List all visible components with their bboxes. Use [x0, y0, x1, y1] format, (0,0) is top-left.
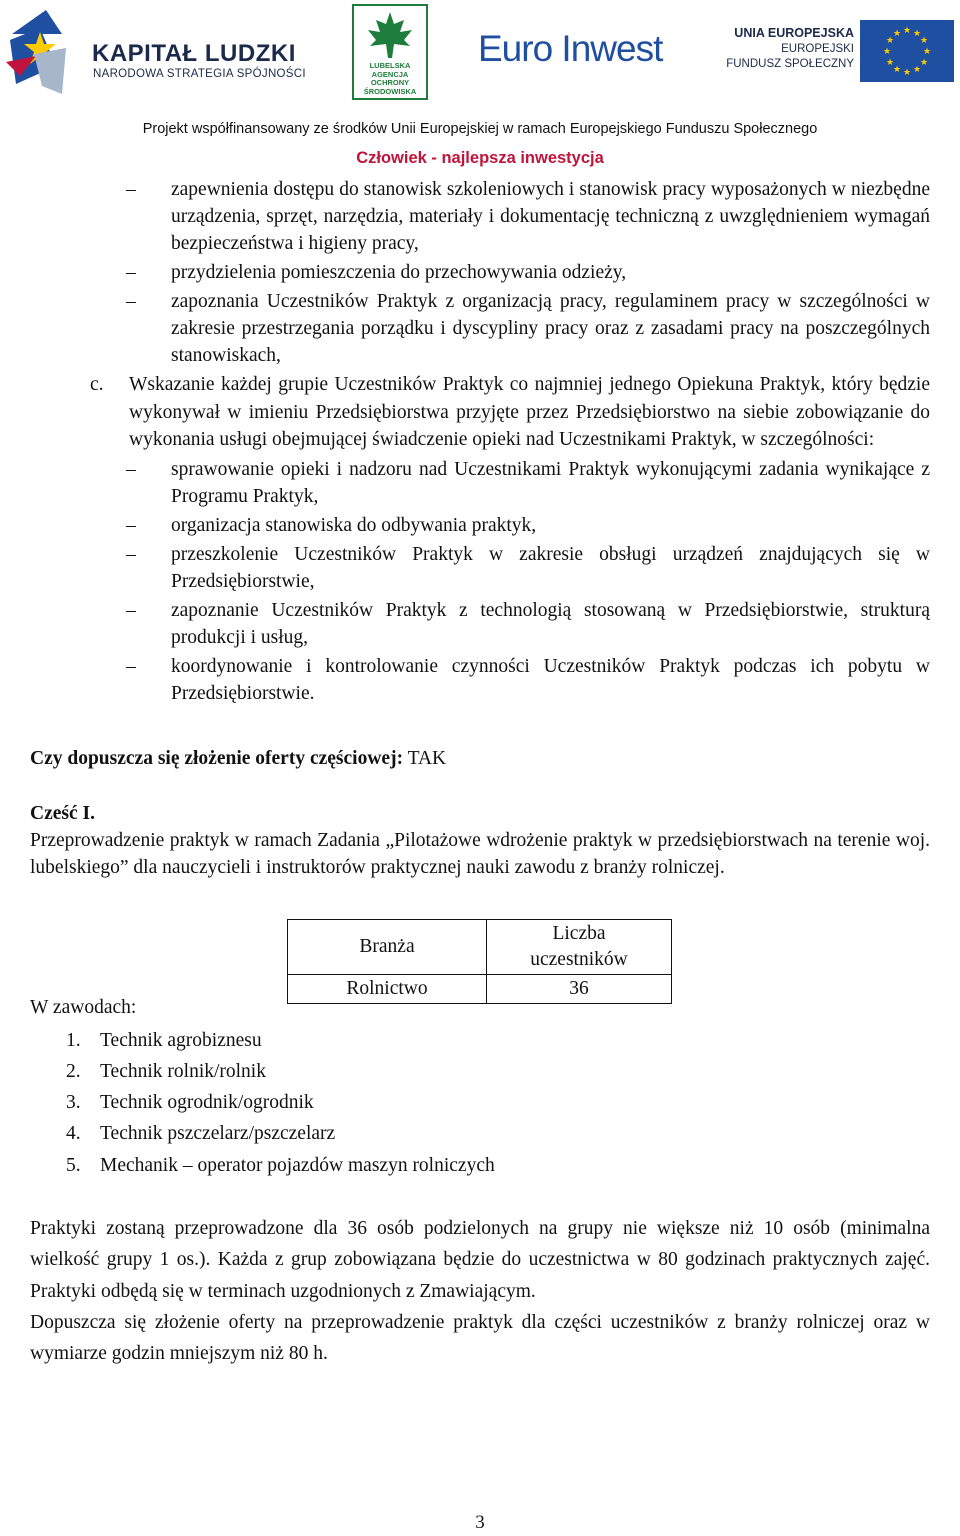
list-item: 4. Technik pszczelarz/pszczelarz — [66, 1123, 336, 1145]
list-item: – koordynowanie i kontrolowanie czynności Uczestników Praktyk podczas ich pobytu w Przedsiębiorstwie. — [30, 653, 930, 707]
list-item: 1. Technik agrobiznesu — [66, 1029, 262, 1051]
lubelska-agencja-text: LUBELSKA AGENCJA OCHRONY ŚRODOWISKA — [363, 61, 417, 96]
svg-text:★: ★ — [912, 65, 922, 75]
practice-details-paragraph: Praktyki zostaną przeprowadzone dla 36 osób podzielonych na grupy nie większe niż 10 osób (minimalna wielkość grupy 1 os.). Każda z grup zobowiązana będzie do uczestnictwa w 80 godzinach praktycznych zajęć. Praktyki odbędą się w terminach uzgodnionych z Zmawiającym. — [30, 1217, 930, 1302]
part-heading: Cześć I. — [30, 802, 95, 824]
list-item: – zapoznanie Uczestników Praktyk z technologią stosowaną w Przedsiębiorstwie, strukturą produkcji i usług, — [30, 597, 930, 651]
dash-marker: – — [126, 291, 136, 312]
lubelska-agencja-logo — [352, 4, 428, 100]
participants-table-wrap — [30, 919, 930, 1009]
table-header-row — [288, 919, 672, 974]
table-cell-branch: Rolnictwo — [288, 974, 487, 1003]
part-description: Przeprowadzenie praktyk w ramach Zadania „Pilotażowe wdrożenie praktyk w przedsiębiorstwach na terenie woj. lubelskiego” dla nauczycieli i instruktorów praktycznej nauki zawodu z branży rolniczej. — [30, 829, 930, 878]
professions-label: W zawodach: — [30, 996, 137, 1018]
maple-leaf-icon — [360, 10, 420, 62]
document-body — [30, 176, 930, 1369]
list-item: – zapoznania Uczestników Praktyk z organizacją pracy, regulaminem pracy w szczególności w zakresie przestrzegania porządku i dyscypliny pracy oraz z zasadami pracy na poszczególnych stanowiskach, — [30, 288, 930, 369]
dash-marker: – — [126, 179, 136, 200]
kapital-ludzki-star-icon — [6, 4, 70, 96]
unia-europejska-logo — [724, 18, 956, 82]
professions-list — [30, 1025, 930, 1181]
list-item: 5. Mechanik – operator pojazdów maszyn rolniczych — [66, 1154, 495, 1176]
kapital-ludzki-title: KAPITAŁ LUDZKI — [92, 40, 296, 67]
ue-fund-line2: FUNDUSZ SPOŁECZNY — [726, 58, 854, 70]
svg-text:★: ★ — [882, 47, 892, 57]
dash-marker: – — [126, 262, 136, 283]
svg-text:★: ★ — [885, 36, 895, 46]
ue-fund-line1: EUROPEJSKI — [781, 43, 854, 55]
table-cell-count: 36 — [487, 974, 672, 1003]
table-row — [288, 974, 672, 1003]
list-item-c: c. Wskazanie każdej grupie Uczestników Praktyk co najmniej jednego Opiekuna Praktyk, który będzie wykonywał w imieniu Przedsiębiorstwa przyjęte przez Przedsiębiorstwo na siebie zobowiązanie do wykonania usługi obejmującej świadczenie opieki nad Uczestnikami Praktyk, w szczególności: — [30, 371, 930, 454]
svg-text:★: ★ — [902, 68, 912, 78]
list-item: – sprawowanie opieki i nadzoru nad Uczestnikami Praktyk wykonującymi zadania wynikające z Programu Praktyk, — [30, 456, 930, 510]
svg-text:★: ★ — [922, 47, 932, 57]
list-item: 3. Technik ogrodnik/ogrodnik — [66, 1092, 314, 1114]
list-item: – zapewnienia dostępu do stanowisk szkoleniowych i stanowisk pracy wyposażonych w niezbędne urządzenia, sprzęt, narzędzia, materiały i dokumentację techniczną z uwzględnieniem wymagań bezpieczeństwa i higieny pracy, — [30, 176, 930, 257]
euro-inwest-logo: Euro Inwest — [478, 28, 663, 69]
partial-offer-paragraph: Dopuszcza się złożenie oferty na przeprowadzenie praktyk dla części uczestników z branży rolniczej oraz w wymiarze godzin mniejszym niż 80 h. — [30, 1311, 930, 1365]
svg-text:★: ★ — [892, 29, 902, 39]
list-item: 2. Technik rolnik/rolnik — [66, 1060, 266, 1082]
kapital-ludzki-subtitle: NARODOWA STRATEGIA SPÓJNOŚCI — [93, 68, 306, 80]
dash-marker: – — [126, 514, 136, 536]
list-item: – przydzielenia pomieszczenia do przechowywania odzieży, — [30, 259, 930, 286]
table-header-branch: Branża — [288, 919, 487, 974]
dash-marker: – — [126, 543, 136, 565]
svg-text:★: ★ — [912, 29, 922, 39]
svg-text:★: ★ — [919, 36, 929, 46]
dash-marker: – — [126, 458, 136, 480]
svg-text:★: ★ — [919, 58, 929, 68]
participants-table — [287, 919, 672, 1004]
project-cofinancing-line: Projekt współfinansowany ze środków Unii Europejskiej w ramach Europejskiego Funduszu Społecznego — [142, 121, 818, 137]
page-header — [0, 0, 960, 175]
question-label: Czy dopuszcza się złożenie oferty częściowej: — [30, 747, 404, 769]
svg-text:★: ★ — [902, 26, 912, 36]
kapital-ludzki-logo — [6, 4, 306, 96]
list-item: – organizacja stanowiska do odbywania praktyk, — [30, 512, 930, 539]
eu-flag-icon — [860, 20, 954, 82]
question-answer: TAK — [407, 747, 447, 769]
list-marker-c: c. — [90, 374, 104, 395]
svg-text:★: ★ — [885, 58, 895, 68]
partial-offer-question — [30, 745, 930, 772]
dash-marker: – — [126, 655, 136, 677]
header-slogan: Człowiek - najlepsza inwestycja — [356, 149, 604, 167]
c-sublist — [30, 456, 930, 707]
list-item: – przeszkolenie Uczestników Praktyk w zakresie obsługi urządzeń znajdujących się w Przedsiębiorstwie, — [30, 541, 930, 595]
table-header-count: Liczba uczestników — [487, 919, 672, 974]
svg-text:★: ★ — [892, 65, 902, 75]
ue-title: UNIA EUROPEJSKA — [734, 26, 854, 40]
dash-marker: – — [126, 599, 136, 621]
page-number: 3 — [475, 1512, 485, 1533]
